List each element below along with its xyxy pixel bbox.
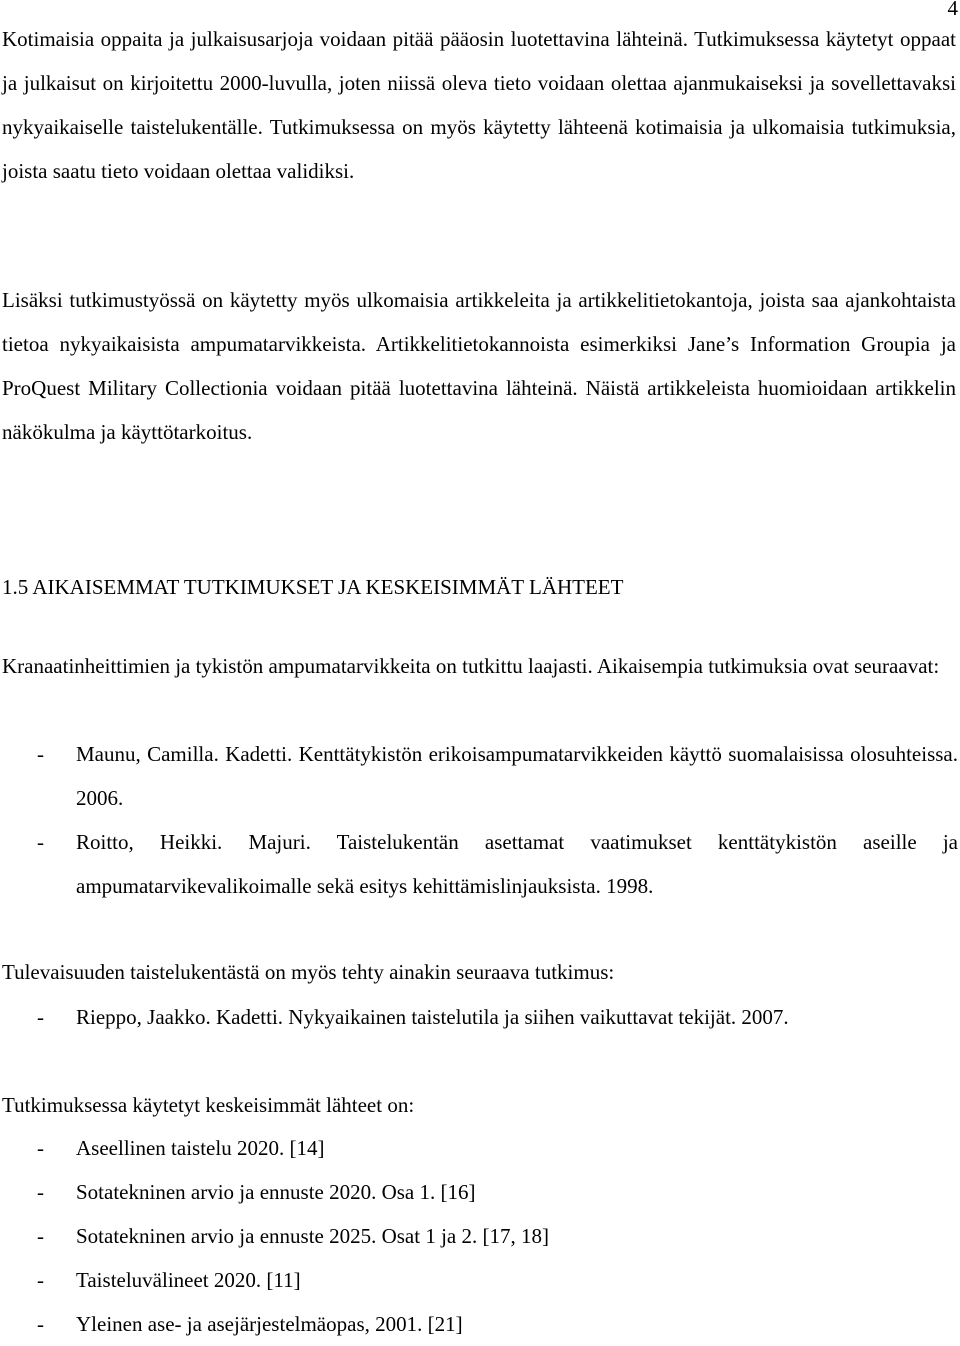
prior-studies-list [0, 732, 958, 908]
key-sources-list [0, 1126, 958, 1346]
paragraph-article-databases: Lisäksi tutkimustyössä on käytetty myös ulkomaisia artikkeleita ja artikkelitietokantoja, joista saa ajankohtaista tietoa nykyaikaisista ampumatarvikkeista. Artikkelitietokannoista esimerkiksi Jane’s Information Groupia ja ProQuest Military Collectionia voidaan pitää luotettavina lähteinä. Näistä artikkeleista huomioidaan artikkelin näkökulma ja käyttötarkoitus. [2, 288, 956, 444]
list-item: - Roitto, Heikki. Majuri. Taistelukentän asettamat vaatimukset kenttätykistön aseille ja ampumatarvikevalikoimalle sekä esitys kehittämislinjauksista. 1998. [0, 820, 958, 908]
list-item: - Yleinen ase- ja asejärjestelmäopas, 2001. [21] [0, 1302, 958, 1346]
paragraph-source-reliability: Kotimaisia oppaita ja julkaisusarjoja voidaan pitää pääosin luotettavina lähteinä. Tutkimuksessa käytetyt oppaat ja julkaisut on kirjoitettu 2000-luvulla, joten niissä oleva tieto voidaan olettaa ajanmukaiseksi ja sovellettavaksi nykyaikaiselle taistelukentälle. Tutkimuksessa on myös käytetty lähteenä kotimaisia ja ulkomaisia tutkimuksia, joista saatu tieto voidaan olettaa validiksi. [2, 27, 956, 183]
list-item: - Aseellinen taistelu 2020. [14] [0, 1126, 958, 1170]
list-item: - Taisteluvälineet 2020. [11] [0, 1258, 958, 1302]
paragraph-key-sources: Tutkimuksessa käytetyt keskeisimmät lähteet on: [2, 1093, 415, 1117]
paragraph-future-research: Tulevaisuuden taistelukentästä on myös tehty ainakin seuraava tutkimus: [2, 960, 615, 984]
list-item: - Sotatekninen arvio ja ennuste 2020. Osa 1. [16] [0, 1170, 958, 1214]
list-item: - Rieppo, Jaakko. Kadetti. Nykyaikainen taistelutila ja siihen vaikuttavat tekijät. 2007. [0, 995, 958, 1039]
paragraph-prior-research: Kranaatinheittimien ja tykistön ampumatarvikkeita on tutkittu laajasti. Aikaisempia tutkimuksia ovat seuraavat: [2, 654, 940, 678]
list-item: - Sotatekninen arvio ja ennuste 2025. Osat 1 ja 2. [17, 18] [0, 1214, 958, 1258]
page-number: 4 [947, 0, 958, 20]
list-item: - Maunu, Camilla. Kadetti. Kenttätykistön erikoisampumatarvikkeiden käyttö suomalaisissa olosuhteissa. 2006. [0, 732, 958, 820]
future-studies-list [0, 995, 958, 1039]
section-heading: 1.5 AIKAISEMMAT TUTKIMUKSET JA KESKEISIMMÄT LÄHTEET [2, 575, 624, 599]
